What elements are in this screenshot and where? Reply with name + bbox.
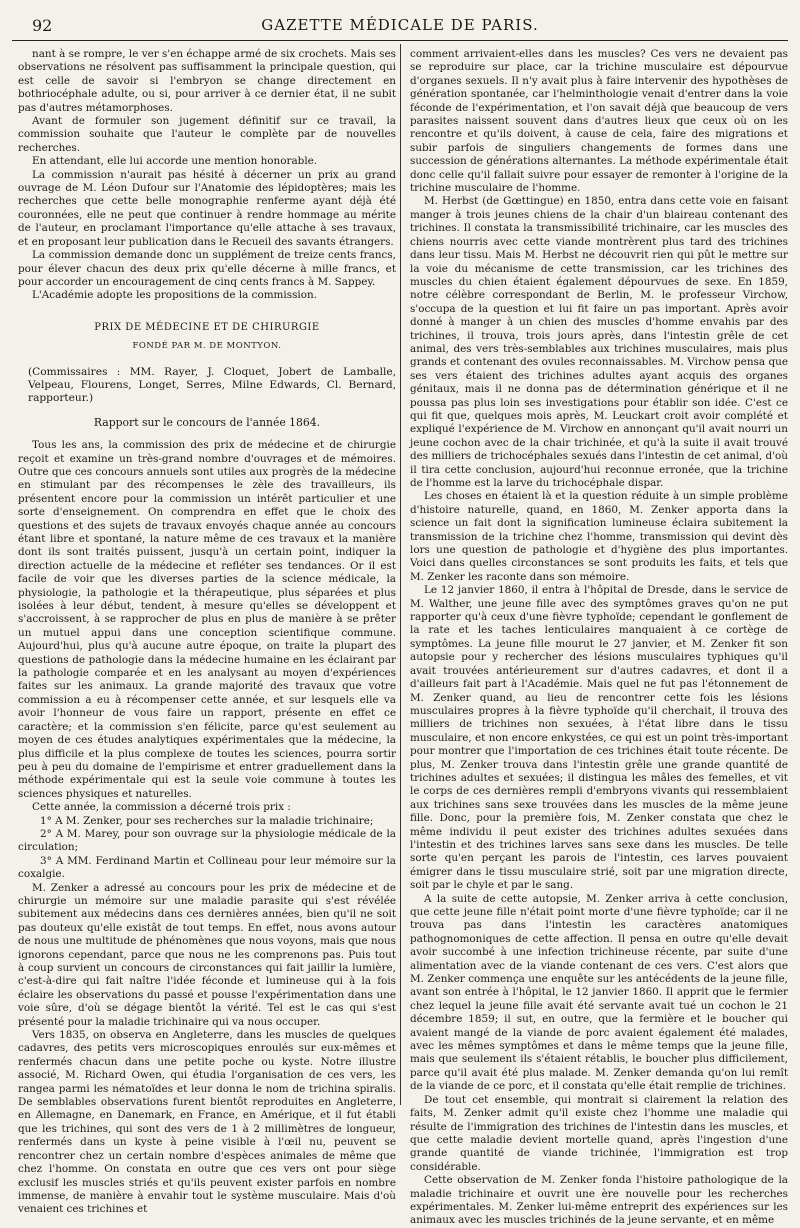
paragraph: L'Académie adopte les propositions de la commission. xyxy=(32,289,317,302)
running-title: GAZETTE MÉDICALE DE PARIS. xyxy=(261,16,539,34)
right-column xyxy=(410,48,788,1227)
paragraph: M. Zenker a adressé au concours pour les prix de médecine et de chirurgie un mémoire sur une maladie parasite qui s'est révélée subitement aux médecins dans ces dernières années, bien qu'il ne soit pas douteux qu'elle existât de tout temps. En effet, nous avons autour de nous une multitude de phénomènes que nous voyons, mais que nous ignorons cependant, parce que nous ne les comprenons pas. Puis tout à coup survient un concours de circonstances qui fait jaillir la lumière, c'est-à-dire qui fait naître l'idée féconde et lumineuse qui à la fois éclaire les observations du passé et pousse l'expérimentation dans une voie sûre, d'où se dégage bientôt la vérité. Tel est le cas qui s'est présenté pour la maladie trichinaire qui va nous occuper. xyxy=(18,881,396,1028)
paragraph: Vers 1835, on observa en Angleterre, dans les muscles de quelques cadavres, des petits vers microscopiques enroulés sur eux-mêmes et renfermés chacun dans une petite poche ou kyste. Notre illustre associé, M. Richard Owen, qui étudia l'organisation de ces vers, les rangea parmi les nématoïdes et leur donna le nom de trichina spiralis. De semblables observations furent bientôt reproduites en Angleterre, en Allemagne, en Danemark, en France, en Amérique, et il fut établi que les trichines, qui sont des vers de 1 à 2 millimètres de longueur, renfermés dans un kyste à peine visible à l'œil nu, peuvent se rencontrer chez un certain nombre d'espèces animales de même que chez l'homme. On constata en outre que ces vers ont pour siège exclusif les muscles striés et qu'ils peuvent exister parfois en nombre immense, de manière à envahir tout le système musculaire. Mais d'où venaient ces trichines et xyxy=(18,1029,396,1216)
paragraph: Tous les ans, la commission des prix de médecine et de chirurgie reçoit et examine un très-grand nombre d'ouvrages et de mémoires. Outre que ces concours annuels sont utiles aux progrès de la médecine en stimulant par des récompenses le zèle des travailleurs, ils présentent encore pour la commission un intérêt particulier et une sorte d'enseignement. On comprendra en effet que le choix des questions et des sujets de travaux envoyés chaque année au concours étant libre et spontané, la nature même de ces travaux et la manière dont ils sont traités puissent, jusqu'à un certain point, indiquer la direction actuelle de la médecine et refléter ses tendances. Or il est facile de voir que les diverses parties de la science médicale, la physiologie, la pathologie et la thérapeutique, plus séparées et plus isolées à leur début, tendent, à mesure qu'elles se développent et s'accroissent, à se rapprocher de plus en plus de manière à se prêter un mutuel appui dans une conception scientifique commune. Aujourd'hui, plus qu'à aucune autre époque, on traite la plupart des questions de pathologie dans la médecine humaine en les éclairant par la pathologie comparée et en les analysant au moyen d'expériences faites sur les animaux. La grande majorité des travaux que votre commission a eu à récompenser cette année, et sur lesquels elle va avoir l'honneur de vous faire un rapport, présente en effet ce caractère; et la commission s'en félicite, parce qu'est seulement au moyen de ces études analytiques expérimentales que la médecine, la plus difficile et la plus complexe de toutes les sciences, pourra sortir peu à peu du domaine de l'empirisme et entrer graduellement dans la méthode expérimentale qui est la seule voie commune à toutes les sciences physiques et naturelles. xyxy=(18,439,396,800)
paragraph: En attendant, elle lui accorde une mention honorable. xyxy=(32,155,318,168)
paragraph: comment arrivaient-elles dans les muscles? Ces vers ne devaient pas se reproduire sur place, car la trichine musculaire est dépourvue d'organes sexuels. Il n'y avait plus à faire intervenir des hypothèses de génération spontanée, car l'helminthologie venait d'entrer dans la voie féconde de l'expérimentation, et l'on savait déjà que beaucoup de vers parasites naissent souvent dans d'autres lieux que ceux où on les rencontre et qu'ils doivent, à cause de cela, faire des migrations et subir parfois de singuliers changements de formes dans une succession de générations alternantes. La méthode expérimentale était donc celle qu'il fallait suivre pour essayer de remonter à l'origine de la trichine musculaire de l'homme. xyxy=(410,48,788,195)
paragraph: Cette année, la commission a décerné trois prix : xyxy=(32,801,291,814)
paragraph: nant à se rompre, le ver s'en échappe armé de six crochets. Mais ses observations ne résolvent pas suffisamment la principale question, qui est celle de savoir si l'embryon se change directement en bothriocéphale adulte, ou si, pour arriver à ce dernier état, il ne subit pas d'autres métamorphoses. xyxy=(18,48,396,114)
paragraph: A la suite de cette autopsie, M. Zenker arriva à cette conclusion, que cette jeune fille n'était point morte d'une fièvre typhoïde; car il ne trouva pas dans l'intestin les caractères anatomiques pathognomoniques de cette affection. Il pensa en outre qu'elle devait avoir succombé à une infection trichineuse récente, par suite d'une alimentation avec de la viande contenant de ces vers. C'est alors que M. Zenker commença une enquête sur les antécédents de la jeune fille, avant son entrée à l'hôpital, le 12 janvier 1860. Il apprit que le fermier chez lequel la jeune fille avait été servante avait tué un cochon le 21 décembre 1859; il sut, en outre, que la fermière et le boucher qui avaient mangé de la viande de porc avaient également été malades, avec les mêmes symptômes et dans le même temps que la jeune fille, mais que seulement ils s'étaient rétablis, le boucher plus difficilement, parce qu'il avait été plus malade. M. Zenker demanda qu'on lui remît de la viande de ce porc, et il constata qu'elle était remplie de trichines. xyxy=(410,892,788,1093)
report-title: Rapport sur le concours de l'année 1864. xyxy=(93,415,321,429)
paragraph: Avant de formuler son jugement définitif sur ce travail, la commission souhaite que l'auteur le complète par de nouvelles recherches. xyxy=(18,115,396,154)
paragraph: La commission demande donc un supplément de treize cents francs, pour élever chacun des deux prix qu'elle décerne à mille francs, et pour accorder un encouragement de cinq cents francs à M. Sappey. xyxy=(18,249,396,288)
paragraph: Cette observation de M. Zenker fonda l'histoire pathologique de la maladie trichinaire et ouvrit une ère nouvelle pour les recherches expérimentales. M. Zenker lui-même entreprit des expériences sur les animaux avec les muscles trichinés de la jeune servante, et en même xyxy=(410,1174,788,1227)
column-divider xyxy=(400,44,401,1105)
page-header xyxy=(12,14,788,41)
paragraph: Les choses en étaient là et la question réduite à un simple problème d'histoire naturelle, quand, en 1860, M. Zenker apporta dans la science un fait dont la signification lumineuse éclaira subitement la transmission de la trichine chez l'homme, transmission qui devint dès lors une question de pathologie et d'hygiène des plus importantes. Voici dans quelles circonstances se sont produits les faits, et tels que M. Zenker les raconte dans son mémoire. xyxy=(410,490,788,583)
left-column xyxy=(18,48,396,1216)
section-title: PRIX DE MÉDECINE ET DE CHIRURGIE xyxy=(94,321,320,333)
paragraph: La commission n'aurait pas hésité à décerner un prix au grand ouvrage de M. Léon Dufour sur l'Anatomie des lépidoptères; mais les recherches que cette belle monographie renferme ayant déjà été couronnées, elle ne peut que continuer à rendre hommage au mérite de l'auteur, en proclamant l'importance qu'elle attache à ses travaux, et en proposant leur publication dans le Recueil des savants étrangers. xyxy=(18,168,396,248)
paragraph: M. Herbst (de Gœttingue) en 1850, entra dans cette voie en faisant manger à trois jeunes chiens de la chair d'un blaireau contenant des trichines. Il constata la transmissibilité trichinaire, car les muscles des chiens nourris avec cette viande montrèrent plus tard des trichines dans leur tissu. Mais M. Herbst ne découvrit rien qui pût le mettre sur la voie du mécanisme de cette transmission, car les trichines des muscles du chien étaient également dépourvues de sexe. En 1859, notre célèbre correspondant de Berlin, M. le professeur Virchow, s'occupa de la question et lui fit faire un pas important. Après avoir donné à manger à un chien des muscles d'homme envahis par des trichines, il trouva, trois jours après, dans l'intestin grêle de cet animal, des vers très-semblables aux trichines musculaires, mais plus grands et contenant des ovules reconnaissables. M. Virchow pensa que ses vers étaient des trichines adultes ayant acquis des organes génitaux, mais il ne donna pas de détermination générique et il ne poussa pas plus loin ses investigations pour établir son idée. C'est ce qui fit que, quelques mois après, M. Leuckart croit avoir complété et expliqué l'expérience de M. Virchow en annonçant qu'il avait nourri un jeune cochon avec de la chair trichinée, et qu'à la suite il avait trouvé des milliers de trichocéphales sexués dans l'intestin de cet animal, d'où il tira cette conclusion, aujourd'hui reconnue erronée, que la trichine de l'homme est la larve du trichocéphale dispar. xyxy=(410,195,788,489)
page-number: 92 xyxy=(32,16,53,35)
prize-item: 3° A MM. Ferdinand Martin et Collineau pour leur mémoire sur la coxalgie. xyxy=(18,854,396,881)
section-subtitle: FONDÉ PAR M. DE MONTYON. xyxy=(132,341,282,352)
paragraph: Le 12 janvier 1860, il entra à l'hôpital de Dresde, dans le service de M. Walther, une jeune fille avec des symptômes graves qu'on ne put rapporter qu'à ceux d'une fièvre typhoïde; cependant le gonflement de la rate et les taches lenticulaires manquaient à ce cortège de symptômes. La jeune fille mourut le 27 janvier, et M. Zenker fit son autopsie pour y rechercher des lésions musculaires typhiques qu'il avait trouvées antérieurement sur d'autres cadavres, et dont il a d'ailleurs fait part à l'Académie. Mais quel ne fut pas l'étonnement de M. Zenker quand, au lieu de rencontrer cette fois les lésions musculaires propres à la fièvre typhoïde qu'il cherchait, il trouva des milliers de trichines non sexuées, à l'état libre dans le tissu musculaire, et non encore enkystées, ce qui est un point très-important pour montrer que l'importation de ces trichines était toute récente. De plus, M. Zenker trouva dans l'intestin grêle une grande quantité de trichines adultes et sexuées; il distingua les mâles des femelles, et vit le corps de ces dernières rempli d'embryons vivants qui ressemblaient aux trichines sans sexe trouvées dans les muscles de la même jeune fille. Donc, pour la première fois, M. Zenker constata que chez le même individu il peut exister des trichines adultes sexuées dans l'intestin et des trichines larves sans sexe dans les muscles. De telle sorte qu'en perçant les parois de l'intestin, ces larves pouvaient émigrer dans le tissu musculaire strié, soit par une migration directe, soit par le chyle et par le sang. xyxy=(410,584,788,892)
prize-item: 1° A M. Zenker, pour ses recherches sur la maladie trichinaire; xyxy=(40,814,374,827)
paragraph: De tout cet ensemble, qui montrait si clairement la relation des faits, M. Zenker admit qu'il existe chez l'homme une maladie qui résulte de l'immigration des trichines de l'intestin dans les muscles, et que cette maladie devient mortelle quand, après l'ingestion d'une grande quantité de viande trichinée, l'immigration est trop considérable. xyxy=(410,1093,788,1173)
commissioners-list: (Commissaires : MM. Rayer, J. Cloquet, Jobert de Lamballe, Velpeau, Flourens, Longet, Serres, Milne Edwards, Cl. Bernard, rapporteur.) xyxy=(28,365,396,405)
prize-item: 2° A M. Marey, pour son ouvrage sur la physiologie médicale de la circulation; xyxy=(18,827,396,854)
